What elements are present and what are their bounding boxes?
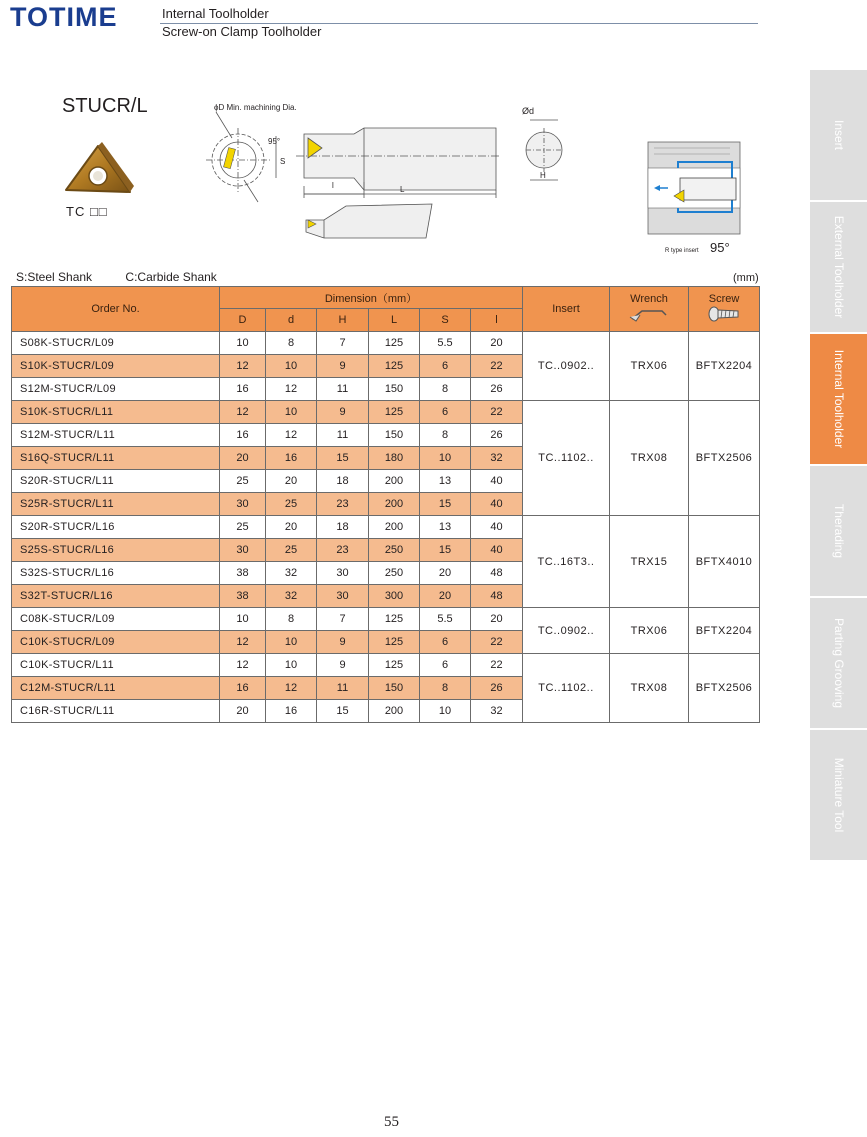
dim-cell: 12: [220, 401, 266, 424]
col-d-header: d: [266, 309, 317, 332]
screw-header-label: Screw: [708, 292, 740, 305]
dim-cell: 9: [317, 631, 369, 654]
dim-cell: 9: [317, 654, 369, 677]
dim-cell: 23: [317, 493, 369, 516]
dim-cell: 150: [369, 424, 420, 447]
order-no-cell: S32S-STUCR/L16: [12, 562, 220, 585]
insert-icon: [60, 140, 140, 202]
shank-legend: [16, 270, 247, 284]
l-dim-label: L: [400, 185, 405, 194]
dim-cell: 16: [220, 378, 266, 401]
dim-cell: 22: [471, 355, 523, 378]
dim-cell: 10: [266, 401, 317, 424]
dim-cell: 12: [220, 654, 266, 677]
order-no-cell: S08K-STUCR/L09: [12, 332, 220, 355]
dim-cell: 5.5: [420, 332, 471, 355]
col-L-header: L: [369, 309, 420, 332]
order-no-cell: S12M-STUCR/L11: [12, 424, 220, 447]
dim-cell: 40: [471, 539, 523, 562]
section-tabs: [810, 70, 867, 862]
dim-cell: 200: [369, 493, 420, 516]
screw-header: [689, 287, 760, 332]
dim-cell: 22: [471, 401, 523, 424]
dim-cell: 7: [317, 332, 369, 355]
header-subcategory: Screw-on Clamp Toolholder: [162, 24, 322, 39]
dim-cell: 125: [369, 355, 420, 378]
dim-cell: 250: [369, 539, 420, 562]
l-small-dim-label: l: [332, 181, 334, 190]
dim-cell: 125: [369, 401, 420, 424]
d-dim-label: Ød: [522, 106, 535, 116]
r-type-label: R type insert: [665, 248, 699, 254]
dim-cell: 48: [471, 585, 523, 608]
screw-cell: BFTX2506: [689, 654, 760, 723]
order-no-cell: C08K-STUCR/L09: [12, 608, 220, 631]
insert-header: Insert: [523, 287, 610, 332]
dim-cell: 11: [317, 424, 369, 447]
insert-code-label: TC □□: [66, 204, 108, 219]
dim-cell: 180: [369, 447, 420, 470]
table-row: [12, 401, 760, 424]
order-no-cell: C10K-STUCR/L11: [12, 654, 220, 677]
dim-cell: 10: [266, 631, 317, 654]
dim-cell: 6: [420, 631, 471, 654]
wrench-cell: TRX06: [610, 608, 689, 654]
s-dim-label: S: [280, 157, 286, 166]
col-D-header: D: [220, 309, 266, 332]
table-row: [12, 516, 760, 539]
table-row: [12, 332, 760, 355]
wrench-cell: TRX08: [610, 401, 689, 516]
dim-cell: 25: [266, 493, 317, 516]
carbide-shank-legend: C:Carbide Shank: [125, 270, 217, 284]
col-H-header: H: [317, 309, 369, 332]
steel-shank-legend: S:Steel Shank: [16, 270, 93, 284]
dim-cell: 12: [266, 677, 317, 700]
dim-cell: 38: [220, 585, 266, 608]
screw-icon: [704, 305, 744, 323]
dim-cell: 125: [369, 631, 420, 654]
table-row: [12, 654, 760, 677]
dim-cell: 15: [420, 493, 471, 516]
spec-table: [11, 286, 760, 723]
dim-cell: 16: [220, 424, 266, 447]
dim-cell: 20: [471, 608, 523, 631]
dim-cell: 32: [471, 447, 523, 470]
dim-cell: 200: [369, 700, 420, 723]
dim-cell: 22: [471, 631, 523, 654]
order-no-cell: C16R-STUCR/L11: [12, 700, 220, 723]
dim-cell: 32: [266, 585, 317, 608]
dim-cell: 40: [471, 516, 523, 539]
order-no-cell: S16Q-STUCR/L11: [12, 447, 220, 470]
dim-cell: 15: [317, 700, 369, 723]
dim-cell: 6: [420, 355, 471, 378]
dim-cell: 30: [220, 539, 266, 562]
order-no-cell: S10K-STUCR/L09: [12, 355, 220, 378]
dim-cell: 20: [220, 700, 266, 723]
dim-cell: 10: [220, 332, 266, 355]
insert-cell: TC..0902..: [523, 332, 610, 401]
min-dia-label: ϕD Min. machining Dia.: [214, 103, 297, 112]
dim-cell: 6: [420, 401, 471, 424]
dim-cell: 11: [317, 677, 369, 700]
tab-internal-toolholder[interactable]: [810, 334, 867, 466]
table-row: [12, 608, 760, 631]
dim-cell: 38: [220, 562, 266, 585]
dim-cell: 30: [317, 562, 369, 585]
dim-cell: 125: [369, 608, 420, 631]
tab-miniature-tool[interactable]: [810, 730, 867, 862]
order-no-cell: S10K-STUCR/L11: [12, 401, 220, 424]
order-no-cell: S25R-STUCR/L11: [12, 493, 220, 516]
dim-cell: 12: [220, 355, 266, 378]
dim-cell: 10: [420, 700, 471, 723]
dim-cell: 200: [369, 470, 420, 493]
product-title: STUCR/L: [62, 95, 148, 117]
dim-cell: 20: [266, 516, 317, 539]
application-drawing: [640, 140, 750, 260]
dim-cell: 15: [420, 539, 471, 562]
tab-label: Miniature Tool: [831, 757, 846, 833]
dim-cell: 12: [220, 631, 266, 654]
dim-cell: 30: [317, 585, 369, 608]
tab-label: Parting Grooving: [831, 617, 846, 709]
order-no-cell: S20R-STUCR/L11: [12, 470, 220, 493]
insert-cell: TC..0902..: [523, 608, 610, 654]
dim-cell: 150: [369, 677, 420, 700]
wrench-icon: [628, 305, 670, 323]
dim-cell: 8: [420, 378, 471, 401]
dim-cell: 26: [471, 677, 523, 700]
dim-cell: 5.5: [420, 608, 471, 631]
dim-cell: 25: [220, 516, 266, 539]
col-S-header: S: [420, 309, 471, 332]
dim-cell: 10: [266, 355, 317, 378]
tab-external-toolholder[interactable]: [810, 202, 867, 334]
dim-cell: 22: [471, 654, 523, 677]
dim-cell: 20: [420, 585, 471, 608]
wrench-cell: TRX08: [610, 654, 689, 723]
order-no-cell: C10K-STUCR/L09: [12, 631, 220, 654]
dim-cell: 15: [317, 447, 369, 470]
wrench-header: [610, 287, 689, 332]
wrench-header-label: Wrench: [630, 292, 668, 305]
r-type-angle: 95°: [710, 240, 730, 255]
dim-cell: 12: [266, 424, 317, 447]
dim-cell: 20: [266, 470, 317, 493]
dim-cell: 23: [317, 539, 369, 562]
dim-cell: 16: [220, 677, 266, 700]
screw-cell: BFTX2204: [689, 608, 760, 654]
dim-cell: 48: [471, 562, 523, 585]
page-number: 55: [384, 1114, 399, 1130]
tab-label: Therading: [831, 503, 846, 559]
tab-label: Internal Toolholder: [831, 349, 846, 449]
dim-cell: 200: [369, 516, 420, 539]
col-l-header: l: [471, 309, 523, 332]
dim-cell: 6: [420, 654, 471, 677]
dim-cell: 10: [220, 608, 266, 631]
dim-cell: 25: [220, 470, 266, 493]
screw-cell: BFTX2204: [689, 332, 760, 401]
header-category: Internal Toolholder: [162, 6, 269, 21]
tab-insert[interactable]: [810, 70, 867, 202]
order-no-cell: S12M-STUCR/L09: [12, 378, 220, 401]
dim-cell: 25: [266, 539, 317, 562]
dim-cell: 10: [266, 654, 317, 677]
dim-cell: 20: [220, 447, 266, 470]
dim-cell: 150: [369, 378, 420, 401]
angle-label: 95°: [268, 137, 281, 146]
screw-cell: BFTX2506: [689, 401, 760, 516]
order-no-cell: S25S-STUCR/L16: [12, 539, 220, 562]
tab-threading[interactable]: [810, 466, 867, 598]
dim-cell: 8: [266, 608, 317, 631]
dim-cell: 8: [266, 332, 317, 355]
dim-cell: 30: [220, 493, 266, 516]
dim-cell: 18: [317, 516, 369, 539]
dim-cell: 8: [420, 424, 471, 447]
dim-cell: 13: [420, 470, 471, 493]
order-no-cell: S32T-STUCR/L16: [12, 585, 220, 608]
totime-logo: TOTIME: [10, 2, 118, 32]
dim-cell: 10: [420, 447, 471, 470]
dim-cell: 7: [317, 608, 369, 631]
tab-label: External Toolholder: [831, 215, 846, 319]
dim-cell: 250: [369, 562, 420, 585]
unit-label: (mm): [733, 272, 759, 284]
dim-cell: 32: [471, 700, 523, 723]
toolholder-drawing: [196, 98, 576, 248]
dim-cell: 40: [471, 493, 523, 516]
dim-cell: 300: [369, 585, 420, 608]
dim-cell: 8: [420, 677, 471, 700]
wrench-cell: TRX15: [610, 516, 689, 608]
dim-cell: 13: [420, 516, 471, 539]
dim-cell: 40: [471, 470, 523, 493]
dim-cell: 26: [471, 378, 523, 401]
dim-cell: 16: [266, 700, 317, 723]
order-no-cell: C12M-STUCR/L11: [12, 677, 220, 700]
screw-cell: BFTX4010: [689, 516, 760, 608]
dim-cell: 32: [266, 562, 317, 585]
dim-cell: 12: [266, 378, 317, 401]
dim-cell: 20: [471, 332, 523, 355]
dim-cell: 125: [369, 654, 420, 677]
order-no-header: Order No.: [12, 287, 220, 332]
tab-label: Insert: [831, 119, 846, 151]
dim-cell: 16: [266, 447, 317, 470]
dim-cell: 9: [317, 355, 369, 378]
dim-cell: 26: [471, 424, 523, 447]
insert-cell: TC..16T3..: [523, 516, 610, 608]
dim-cell: 20: [420, 562, 471, 585]
dim-cell: 18: [317, 470, 369, 493]
insert-cell: TC..1102..: [523, 654, 610, 723]
wrench-cell: TRX06: [610, 332, 689, 401]
h-dim-label: H: [540, 171, 546, 180]
dim-cell: 125: [369, 332, 420, 355]
dim-cell: 11: [317, 378, 369, 401]
tab-parting-grooving[interactable]: [810, 598, 867, 730]
order-no-cell: S20R-STUCR/L16: [12, 516, 220, 539]
dim-cell: 9: [317, 401, 369, 424]
dimension-header: Dimension（mm）: [220, 287, 523, 309]
insert-cell: TC..1102..: [523, 401, 610, 516]
